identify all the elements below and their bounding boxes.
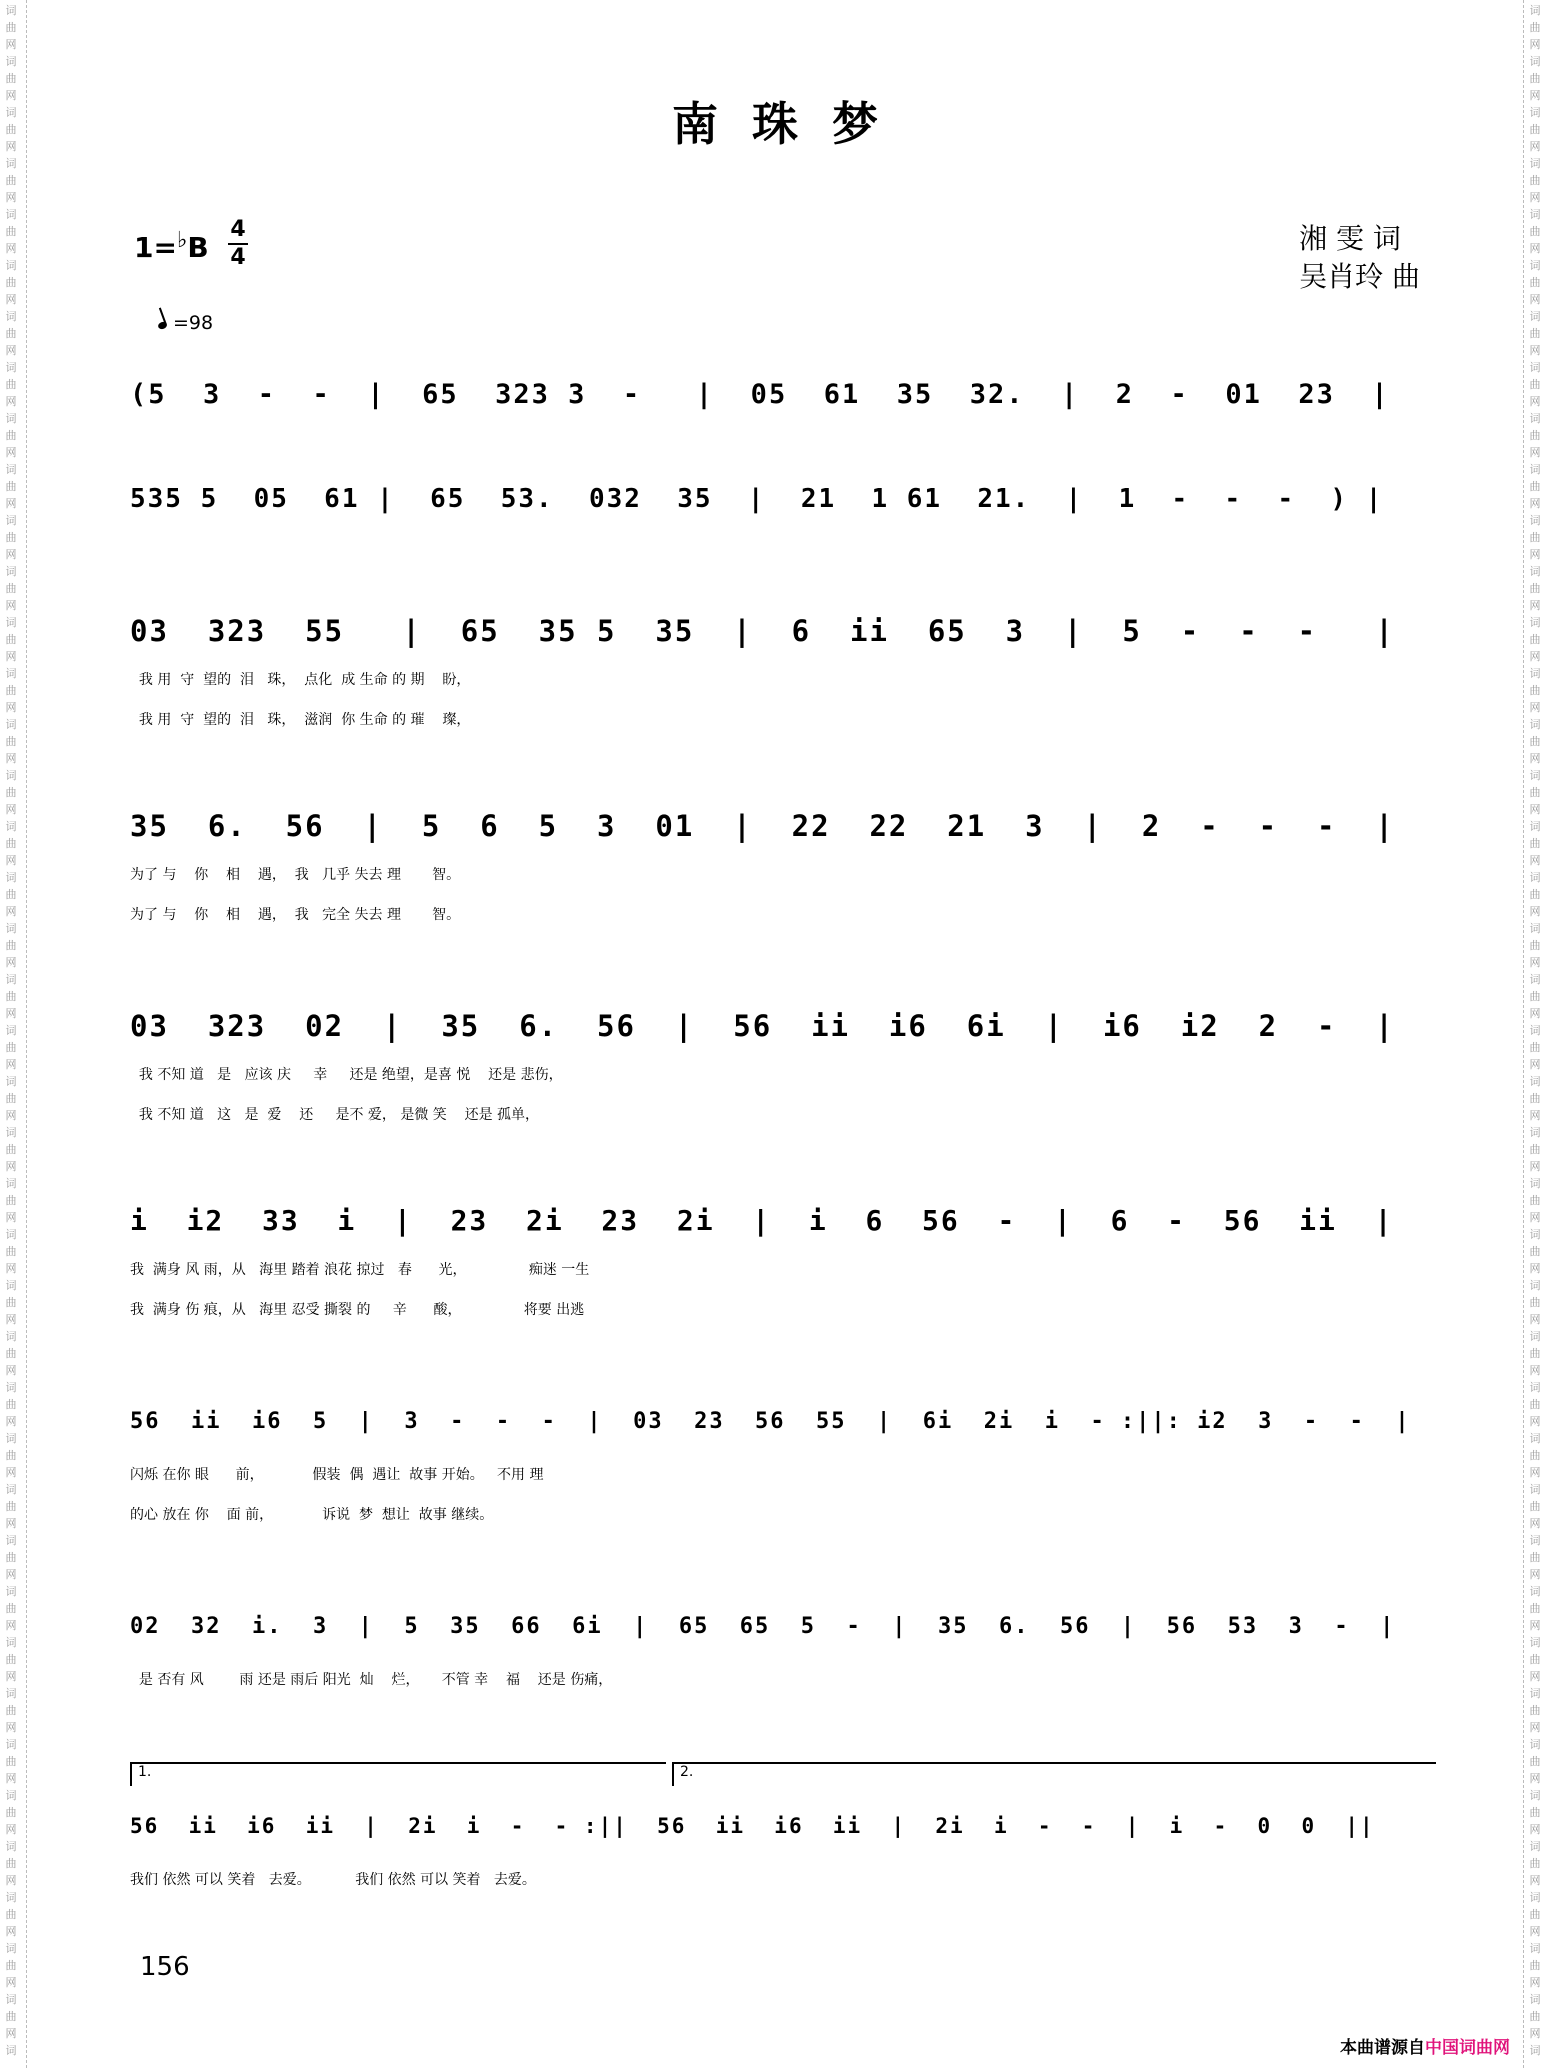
watermark-char: 词 — [1529, 1432, 1541, 1445]
watermark-char: 曲 — [5, 225, 17, 238]
watermark-char: 曲 — [5, 888, 17, 901]
flat-icon: ♭ — [176, 228, 188, 253]
watermark-char: 曲 — [5, 1500, 17, 1513]
watermark-char: 曲 — [1529, 1092, 1541, 1105]
watermark-char: 词 — [1529, 2044, 1541, 2057]
watermark-char: 网 — [1529, 1415, 1541, 1428]
watermark-char: 词 — [1529, 1279, 1541, 1292]
watermark-char: 网 — [1529, 1466, 1541, 1479]
watermark-char: 网 — [1529, 1670, 1541, 1683]
watermark-char: 网 — [1529, 803, 1541, 816]
watermark-char: 网 — [5, 1823, 17, 1836]
watermark-char: 曲 — [5, 735, 17, 748]
watermark-char: 曲 — [1529, 1602, 1541, 1615]
watermark-char: 曲 — [1529, 1806, 1541, 1819]
watermark-char: 词 — [5, 1687, 17, 1700]
watermark-char: 曲 — [1529, 480, 1541, 493]
watermark-char: 网 — [1529, 1772, 1541, 1785]
watermark-char: 曲 — [1529, 1143, 1541, 1156]
watermark-char: 词 — [1529, 1228, 1541, 1241]
watermark-char: 曲 — [1529, 2010, 1541, 2023]
watermark-char: 词 — [1529, 1075, 1541, 1088]
watermark-char: 词 — [5, 106, 17, 119]
watermark-char: 网 — [1529, 905, 1541, 918]
watermark-char: 网 — [1529, 395, 1541, 408]
watermark-char: 词 — [5, 1432, 17, 1445]
lyric-line: 我 不知 道 是 应该 庆 幸 还是 绝望，是喜 悦 还是 悲伤， — [130, 1067, 563, 1083]
watermark-char: 曲 — [5, 429, 17, 442]
watermark-char: 曲 — [5, 123, 17, 136]
watermark-char: 网 — [5, 803, 17, 816]
watermark-char: 曲 — [5, 837, 17, 850]
watermark-char: 曲 — [5, 480, 17, 493]
watermark-char: 网 — [1529, 344, 1541, 357]
watermark-char: 曲 — [5, 633, 17, 646]
watermark-char: 曲 — [1529, 990, 1541, 1003]
watermark-char: 词 — [5, 769, 17, 782]
watermark-char: 曲 — [1529, 174, 1541, 187]
watermark-char: 词 — [5, 667, 17, 680]
watermark-char: 词 — [1529, 412, 1541, 425]
watermark-char: 词 — [5, 1738, 17, 1751]
watermark-char: 网 — [1529, 701, 1541, 714]
watermark-char: 曲 — [1529, 378, 1541, 391]
watermark-char: 词 — [1529, 565, 1541, 578]
watermark-char: 词 — [5, 1891, 17, 1904]
song-title: 南珠梦 — [672, 97, 912, 151]
watermark-char: 词 — [1529, 1024, 1541, 1037]
watermark-char: 词 — [1529, 1126, 1541, 1139]
watermark-char: 词 — [5, 1330, 17, 1343]
watermark-char: 曲 — [5, 1041, 17, 1054]
lyric-line: 我 用 守 望的 泪 珠， 滋润 你 生命 的 璀 璨， — [130, 712, 471, 728]
watermark-char: 曲 — [1529, 1959, 1541, 1972]
left-watermark-strip — [0, 0, 27, 2068]
watermark-char: 曲 — [1529, 276, 1541, 289]
watermark-char: 网 — [5, 1619, 17, 1632]
watermark-char: 曲 — [1529, 735, 1541, 748]
watermark-char: 词 — [5, 361, 17, 374]
watermark-char: 曲 — [5, 174, 17, 187]
watermark-char: 词 — [1529, 820, 1541, 833]
watermark-char: 词 — [5, 1075, 17, 1088]
watermark-char: 网 — [1529, 1211, 1541, 1224]
watermark-char: 网 — [1529, 1925, 1541, 1938]
watermark-char: 网 — [1529, 599, 1541, 612]
watermark-char: 词 — [1529, 4, 1541, 17]
watermark-char: 词 — [1529, 55, 1541, 68]
watermark-char: 词 — [1529, 259, 1541, 272]
notation-line: i i2 33 i | 23 2i 23 2i | i 6 56 - | 6 - 56 ii | — [130, 1204, 1394, 1237]
watermark-char: 网 — [1529, 1058, 1541, 1071]
watermark-char: 曲 — [5, 1194, 17, 1207]
watermark-char: 词 — [1529, 361, 1541, 374]
watermark-char: 网 — [1529, 1364, 1541, 1377]
watermark-char: 词 — [5, 463, 17, 476]
score-system — [130, 365, 1430, 425]
watermark-char: 网 — [1529, 140, 1541, 153]
watermark-char: 曲 — [5, 1092, 17, 1105]
watermark-char: 网 — [5, 1925, 17, 1938]
watermark-char: 曲 — [1529, 1704, 1541, 1717]
key-signature: 1=♭B — [134, 228, 209, 264]
watermark-char: 曲 — [5, 1398, 17, 1411]
watermark-char: 曲 — [5, 786, 17, 799]
watermark-char: 曲 — [1529, 1500, 1541, 1513]
watermark-char: 曲 — [5, 939, 17, 952]
watermark-char: 网 — [5, 38, 17, 51]
watermark-char: 网 — [5, 854, 17, 867]
watermark-char: 网 — [1529, 497, 1541, 510]
watermark-char: 词 — [5, 1993, 17, 2006]
watermark-char: 词 — [5, 4, 17, 17]
score-system — [130, 1800, 1430, 1900]
watermark-char: 网 — [1529, 854, 1541, 867]
notation-line: 03 323 55 | 65 35 5 35 | 6 ii 65 3 | 5 - - - | — [130, 614, 1395, 648]
watermark-char: 网 — [5, 344, 17, 357]
watermark-char: 词 — [5, 1126, 17, 1139]
watermark-char: 网 — [1529, 1109, 1541, 1122]
watermark-char: 网 — [1529, 1721, 1541, 1734]
watermark-char: 词 — [1529, 1177, 1541, 1190]
watermark-char: 曲 — [5, 990, 17, 1003]
watermark-char: 曲 — [1529, 327, 1541, 340]
watermark-char: 词 — [1529, 616, 1541, 629]
watermark-char: 词 — [1529, 769, 1541, 782]
watermark-char: 网 — [5, 395, 17, 408]
watermark-char: 曲 — [1529, 123, 1541, 136]
watermark-char: 网 — [5, 1313, 17, 1326]
watermark-char: 词 — [5, 514, 17, 527]
watermark-char: 曲 — [5, 1449, 17, 1462]
watermark-char: 曲 — [5, 21, 17, 34]
watermark-char: 词 — [1529, 1840, 1541, 1853]
watermark-char: 网 — [1529, 1160, 1541, 1173]
watermark-char: 曲 — [5, 1755, 17, 1768]
watermark-char: 网 — [1529, 548, 1541, 561]
notation-line: 35 6. 56 | 5 6 5 3 01 | 22 22 21 3 | 2 - - - | — [130, 809, 1395, 843]
watermark-char: 词 — [1529, 463, 1541, 476]
watermark-char: 词 — [1529, 1483, 1541, 1496]
watermark-char: 词 — [5, 310, 17, 323]
watermark-char: 词 — [5, 1840, 17, 1853]
watermark-char: 曲 — [1529, 1653, 1541, 1666]
watermark-char: 网 — [5, 1976, 17, 1989]
watermark-char: 词 — [5, 1636, 17, 1649]
watermark-char: 曲 — [5, 1551, 17, 1564]
lyric-line: 我 不知 道 这 是 爱 还 是不 爱， 是微 笑 还是 孤单， — [130, 1107, 540, 1123]
watermark-char: 网 — [5, 2027, 17, 2040]
watermark-char: 词 — [1529, 871, 1541, 884]
score-system — [130, 995, 1430, 1135]
notation-line: 02 32 i. 3 | 5 35 66 6i | 65 65 5 - | 35 6. 56 | 56 53 3 - | — [130, 1614, 1396, 1639]
watermark-char: 网 — [5, 599, 17, 612]
watermark-char: 曲 — [5, 582, 17, 595]
watermark-char: 网 — [1529, 1823, 1541, 1836]
watermark-char: 词 — [1529, 1942, 1541, 1955]
watermark-char: 曲 — [1529, 1347, 1541, 1360]
watermark-char: 曲 — [1529, 1449, 1541, 1462]
watermark-char: 词 — [1529, 157, 1541, 170]
watermark-char: 曲 — [5, 1806, 17, 1819]
watermark-char: 曲 — [5, 72, 17, 85]
watermark-char: 词 — [5, 208, 17, 221]
watermark-char: 曲 — [5, 1959, 17, 1972]
watermark-char: 词 — [1529, 1687, 1541, 1700]
watermark-char: 网 — [5, 497, 17, 510]
lyric-line: 我们 依然 可以 笑着 去爱。 我们 依然 可以 笑着 去爱。 — [130, 1872, 536, 1888]
watermark-char: 网 — [1529, 1619, 1541, 1632]
watermark-char: 词 — [5, 1024, 17, 1037]
watermark-char: 词 — [1529, 1789, 1541, 1802]
watermark-char: 网 — [5, 650, 17, 663]
watermark-char: 词 — [1529, 1585, 1541, 1598]
watermark-char: 网 — [1529, 752, 1541, 765]
source-brand: 中国词曲网 — [1425, 2038, 1510, 2058]
watermark-char: 网 — [5, 956, 17, 969]
watermark-char: 网 — [5, 293, 17, 306]
score-system — [130, 1395, 1430, 1535]
watermark-char: 网 — [1529, 1517, 1541, 1530]
watermark-char: 曲 — [5, 1704, 17, 1717]
watermark-char: 曲 — [1529, 939, 1541, 952]
watermark-char: 曲 — [1529, 1041, 1541, 1054]
watermark-char: 网 — [5, 1517, 17, 1530]
watermark-char: 曲 — [1529, 1194, 1541, 1207]
watermark-char: 词 — [1529, 667, 1541, 680]
watermark-char: 词 — [5, 973, 17, 986]
watermark-char: 网 — [5, 1262, 17, 1275]
watermark-char: 词 — [1529, 514, 1541, 527]
watermark-char: 曲 — [1529, 1857, 1541, 1870]
watermark-char: 曲 — [5, 378, 17, 391]
notation-line: 03 323 02 | 35 6. 56 | 56 ii i6 6i | i6 i2 2 - | — [130, 1009, 1395, 1043]
watermark-char: 曲 — [1529, 1755, 1541, 1768]
score-system — [130, 795, 1430, 935]
watermark-char: 曲 — [1529, 1551, 1541, 1564]
watermark-char: 词 — [5, 1381, 17, 1394]
watermark-char: 网 — [5, 1772, 17, 1785]
watermark-char: 曲 — [1529, 684, 1541, 697]
watermark-char: 词 — [1529, 106, 1541, 119]
watermark-char: 词 — [5, 718, 17, 731]
watermark-char: 曲 — [1529, 1245, 1541, 1258]
credits — [1299, 220, 1420, 296]
watermark-char: 词 — [5, 1483, 17, 1496]
lyric-line: 我 满身 伤 痕，从 海里 忍受 撕裂 的 辛 酸， 将要 出逃 — [130, 1302, 585, 1318]
watermark-char: 网 — [5, 191, 17, 204]
notation-line: 56 ii i6 ii | 2i i - - :|| 56 ii i6 ii | 2i i - - | i - 0 0 || — [130, 1814, 1375, 1838]
watermark-char: 词 — [1529, 922, 1541, 935]
watermark-char: 网 — [1529, 1007, 1541, 1020]
watermark-char: 词 — [5, 259, 17, 272]
score-system — [130, 600, 1430, 740]
watermark-char: 网 — [5, 701, 17, 714]
lyric-line: 是 否有 风 雨 还是 雨后 阳光 灿 烂， 不管 幸 福 还是 伤痛， — [130, 1672, 613, 1688]
watermark-char: 曲 — [5, 1857, 17, 1870]
watermark-char: 网 — [1529, 1874, 1541, 1887]
watermark-char: 网 — [1529, 956, 1541, 969]
watermark-char: 词 — [5, 820, 17, 833]
watermark-char: 网 — [5, 1721, 17, 1734]
watermark-char: 网 — [5, 1670, 17, 1683]
watermark-char: 词 — [1529, 310, 1541, 323]
watermark-char: 网 — [1529, 1568, 1541, 1581]
watermark-char: 词 — [1529, 1534, 1541, 1547]
watermark-char: 曲 — [5, 684, 17, 697]
watermark-char: 网 — [5, 1160, 17, 1173]
watermark-char: 曲 — [1529, 1398, 1541, 1411]
watermark-char: 词 — [1529, 718, 1541, 731]
watermark-char: 曲 — [1529, 429, 1541, 442]
watermark-char: 曲 — [5, 1908, 17, 1921]
watermark-char: 词 — [1529, 1330, 1541, 1343]
watermark-char: 曲 — [5, 2010, 17, 2023]
watermark-char: 词 — [5, 565, 17, 578]
watermark-char: 网 — [5, 1568, 17, 1581]
tempo-marking: =98 — [158, 312, 213, 334]
lyric-line: 为了 与 你 相 遇， 我 几乎 失去 理 智。 — [130, 867, 461, 883]
watermark-char: 曲 — [5, 1602, 17, 1615]
watermark-char: 曲 — [1529, 1908, 1541, 1921]
watermark-char: 网 — [5, 1058, 17, 1071]
watermark-char: 曲 — [1529, 21, 1541, 34]
watermark-char: 词 — [5, 2044, 17, 2057]
lyric-line: 为了 与 你 相 遇， 我 完全 失去 理 智。 — [130, 907, 461, 923]
watermark-char: 曲 — [5, 1653, 17, 1666]
watermark-char: 词 — [1529, 1381, 1541, 1394]
watermark-char: 网 — [5, 446, 17, 459]
watermark-char: 网 — [5, 242, 17, 255]
watermark-char: 词 — [5, 1177, 17, 1190]
watermark-char: 网 — [5, 89, 17, 102]
notation-line: 535 5 05 61 | 65 53. 032 35 | 21 1 61 21. | 1 - - - ) | — [130, 484, 1384, 514]
lyricist: 湘 雯 词 — [1299, 222, 1401, 255]
watermark-char: 网 — [1529, 1262, 1541, 1275]
watermark-char: 网 — [5, 905, 17, 918]
watermark-char: 曲 — [5, 276, 17, 289]
source-credit: 本曲谱源自中国词曲网 — [1340, 2038, 1510, 2058]
watermark-char: 网 — [5, 1211, 17, 1224]
lyric-line: 我 用 守 望的 泪 珠， 点化 成 生命 的 期 盼， — [130, 672, 471, 688]
watermark-char: 曲 — [5, 1143, 17, 1156]
watermark-char: 词 — [1529, 1636, 1541, 1649]
watermark-char: 词 — [5, 616, 17, 629]
watermark-char: 曲 — [1529, 837, 1541, 850]
notation-line: (5 3 - - | 65 323 3 - | 05 61 35 32. | 2 - 01 23 | — [130, 379, 1390, 410]
watermark-char: 曲 — [5, 1245, 17, 1258]
watermark-char: 网 — [1529, 1313, 1541, 1326]
score-system — [130, 470, 1430, 530]
watermark-char: 曲 — [1529, 1296, 1541, 1309]
watermark-char: 词 — [1529, 1891, 1541, 1904]
watermark-char: 网 — [1529, 293, 1541, 306]
watermark-char: 词 — [1529, 1738, 1541, 1751]
watermark-char: 网 — [1529, 1976, 1541, 1989]
quarter-note-icon — [157, 321, 168, 331]
watermark-char: 曲 — [1529, 786, 1541, 799]
watermark-char: 网 — [5, 1466, 17, 1479]
watermark-char: 网 — [1529, 2027, 1541, 2040]
watermark-char: 网 — [5, 548, 17, 561]
lyric-line: 闪烁 在你 眼 前， 假装 偶 遇让 故事 开始。 不用 理 — [130, 1467, 544, 1483]
score-system — [130, 1190, 1430, 1330]
watermark-char: 词 — [5, 1942, 17, 1955]
watermark-char: 网 — [1529, 446, 1541, 459]
watermark-char: 词 — [5, 55, 17, 68]
right-watermark-strip — [1523, 0, 1550, 2068]
watermark-char: 网 — [1529, 89, 1541, 102]
score-system — [130, 1600, 1430, 1700]
watermark-char: 词 — [1529, 208, 1541, 221]
watermark-char: 网 — [5, 1364, 17, 1377]
composer: 吴肖玲 曲 — [1299, 260, 1420, 293]
page-number: 156 — [140, 1952, 190, 1982]
watermark-char: 曲 — [1529, 888, 1541, 901]
watermark-char: 词 — [5, 1228, 17, 1241]
watermark-char: 曲 — [5, 1347, 17, 1360]
watermark-char: 词 — [5, 157, 17, 170]
watermark-char: 词 — [5, 922, 17, 935]
watermark-char: 词 — [5, 871, 17, 884]
watermark-char: 网 — [1529, 191, 1541, 204]
watermark-char: 网 — [1529, 650, 1541, 663]
watermark-char: 曲 — [1529, 72, 1541, 85]
notation-line: 56 ii i6 5 | 3 - - - | 03 23 56 55 | 6i 2i i - :||: i2 3 - - | — [130, 1409, 1411, 1434]
first-ending: 1. — [130, 1762, 666, 1786]
watermark-char: 网 — [1529, 38, 1541, 51]
watermark-char: 曲 — [1529, 225, 1541, 238]
watermark-char: 词 — [5, 1585, 17, 1598]
watermark-char: 词 — [1529, 973, 1541, 986]
watermark-char: 曲 — [5, 327, 17, 340]
watermark-char: 词 — [1529, 1993, 1541, 2006]
watermark-char: 网 — [1529, 242, 1541, 255]
watermark-char: 曲 — [1529, 582, 1541, 595]
watermark-char: 词 — [5, 412, 17, 425]
watermark-char: 网 — [5, 140, 17, 153]
watermark-char: 网 — [5, 1007, 17, 1020]
watermark-char: 词 — [5, 1279, 17, 1292]
second-ending: 2. — [672, 1762, 1436, 1786]
watermark-char: 网 — [5, 752, 17, 765]
watermark-char: 词 — [5, 1789, 17, 1802]
lyric-line: 我 满身 风 雨，从 海里 踏着 浪花 掠过 春 光， 痴迷 一生 — [130, 1262, 590, 1278]
lyric-line: 的心 放在 你 面 前， 诉说 梦 想让 故事 继续。 — [130, 1507, 494, 1523]
watermark-char: 网 — [5, 1415, 17, 1428]
watermark-char: 曲 — [5, 1296, 17, 1309]
watermark-char: 曲 — [5, 531, 17, 544]
watermark-char: 词 — [5, 1534, 17, 1547]
watermark-char: 网 — [5, 1109, 17, 1122]
watermark-char: 曲 — [1529, 633, 1541, 646]
watermark-char: 网 — [5, 1874, 17, 1887]
time-signature: 4 4 — [228, 218, 248, 270]
watermark-char: 曲 — [1529, 531, 1541, 544]
